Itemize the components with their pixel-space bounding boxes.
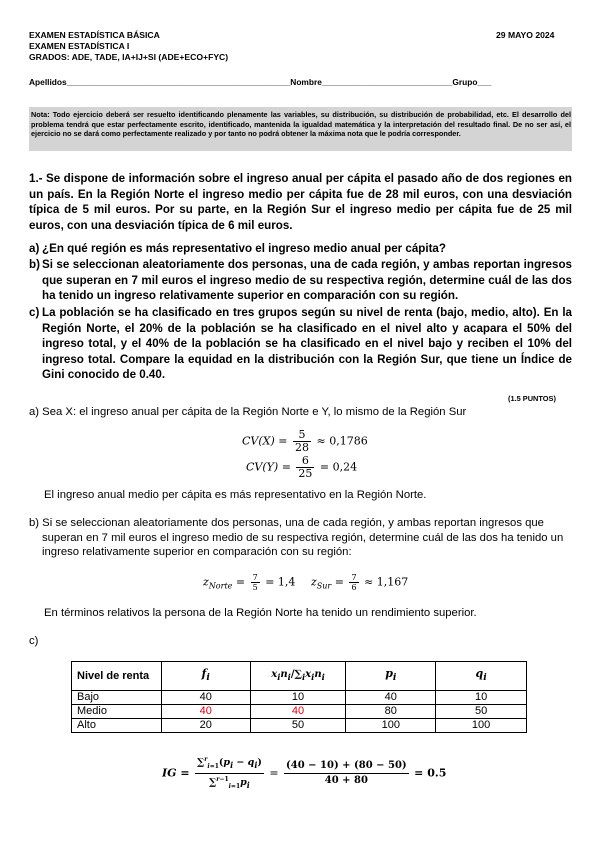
gini-value: = 0.5 (414, 766, 447, 780)
header-f: $f_i$ (161, 662, 250, 691)
gini-formula: IG = $\frac{\sum^r_{i=1}(p_i - q_i)}{\sum^{r-1}_{i=1}p_i}$ = $\frac{(40 - 10) + (80 - 50)}{40 + 80}$ = 0.5 (162, 754, 446, 793)
table-row (72, 719, 527, 733)
cell-x: 10 (250, 691, 346, 705)
cv-x-num: 5 (293, 429, 311, 442)
cell-nivel: Alto (72, 719, 162, 733)
gini-def-den: $\sum^{r-1}_{i=1}p_i$ (209, 776, 250, 791)
gini-result-fraction (284, 759, 409, 788)
exam-date: 29 MAYO 2024 (496, 30, 555, 40)
part-a-text: ¿En qué región es más representativo el ingreso medio anual per cápita? (42, 242, 446, 255)
cv-y-den: 25 (298, 467, 313, 480)
z-sur-den: 6 (351, 583, 357, 592)
gini-result-num: (40 − 10) + (80 − 50) (284, 759, 409, 774)
cv-y-fraction (296, 455, 314, 480)
note-box (29, 107, 572, 151)
cell-q: 100 (436, 719, 527, 733)
exam-degrees: GRADOS: ADE, TADE, IA+IJ+SI (ADE+ECO+FYC) (29, 52, 229, 62)
student-name-line: Apellidos________________________________________________Nombre____________________________Grupo___ (29, 77, 492, 87)
cell-f: 20 (161, 719, 250, 733)
answer-b-restatement (29, 516, 572, 560)
z-norte-subscript: Norte (208, 581, 233, 591)
z-sur-num: 7 (351, 573, 357, 582)
part-c-text: La población se ha clasificado en tres grupos según su nivel de renta (bajo, medio, alto). En la Región Norte, el 20% de la población se ha clasificado en el nivel alto y acapara el 50% del ingreso total, y el 40% de la población se ha clasificado en el nivel bajo y reciben el 10% del ingreso total. Compare la equidad en la distribución con la Región Sur, que tiene un Índice de Gini conocido de 0.40. (42, 306, 572, 382)
table-row (72, 705, 527, 719)
cell-x: 50 (250, 719, 346, 733)
cv-y-rhs: = 0,24 (319, 460, 358, 474)
z-norte-formula: $z_{Norte}$ = $\frac{7}{5}$ = 1,4 (203, 573, 296, 592)
question-part-c (29, 305, 572, 383)
header-x: $x_in_i/\sum_ix_in_i$ (250, 662, 346, 691)
cv-y-num: 6 (296, 455, 314, 468)
header-nivel: Nivel de renta (72, 662, 162, 691)
z-sur-fraction (349, 573, 358, 592)
exam-subtitle: EXAMEN ESTADÍSTICA I (29, 41, 130, 51)
cv-x-rhs: ≈ 0,1786 (316, 434, 368, 448)
cell-f: 40 (161, 705, 250, 719)
z-sur-rhs: ≈ 1,167 (364, 575, 409, 589)
question-part-b (29, 257, 572, 304)
gini-def-num: $\sum^r_{i=1}(p_i - q_i)$ (195, 754, 264, 774)
cell-nivel: Bajo (72, 691, 162, 705)
cell-p: 40 (346, 691, 436, 705)
header-p: $p_i$ (346, 662, 436, 691)
table-row (72, 691, 527, 705)
z-norte-fraction (251, 573, 260, 592)
cell-x: 40 (250, 705, 346, 719)
exam-title: EXAMEN ESTADÍSTICA BÁSICA (29, 30, 160, 40)
cv-x-den: 28 (295, 441, 309, 454)
cell-q: 50 (436, 705, 527, 719)
z-norte-den: 5 (252, 583, 258, 592)
z-sur-formula: $z_{Sur}$ = $\frac{7}{6}$ ≈ 1,167 (311, 573, 409, 592)
part-b-text: Si se seleccionan aleatoriamente dos personas, una de cada región, y ambas reportan ingresos que superan en 7 mil euros el ingreso medio de su respectiva región, determine cuál de las dos ha tenido un ingreso relativamente superior en comparación con su región. (42, 258, 572, 303)
cell-p: 100 (346, 719, 436, 733)
cell-p: 80 (346, 705, 436, 719)
answer-a-intro: a) Sea X: el ingreso anual per cápita de la Región Norte e Y, lo mismo de la Región Sur (29, 406, 467, 418)
z-norte-rhs: = 1,4 (265, 575, 296, 589)
points-label: (1.5 PUNTOS) (508, 394, 556, 403)
cv-x-formula (242, 429, 368, 454)
answer-c-label: c) (29, 635, 39, 647)
gini-result-den: 40 + 80 (324, 775, 368, 787)
cv-y-formula (246, 455, 357, 480)
cv-y-lhs: CV(Y) = (246, 460, 291, 474)
part-c-tag: c) (29, 306, 40, 319)
cell-q: 10 (436, 691, 527, 705)
part-b-tag: b) (29, 258, 40, 271)
cv-x-fraction (293, 429, 311, 454)
gini-definition-fraction (195, 754, 264, 793)
cell-f: 40 (161, 691, 250, 705)
question-part-a (29, 241, 572, 257)
answer-a-conclusion: El ingreso anual medio per cápita es más representativo en la Región Norte. (44, 489, 427, 501)
z-norte-symbol: z (203, 575, 209, 589)
cv-x-lhs: CV(X) = (242, 434, 288, 448)
part-a-tag: a) (29, 242, 40, 255)
z-sur-symbol: z (311, 575, 317, 589)
income-table (71, 661, 527, 733)
z-norte-num: 7 (252, 573, 258, 582)
question-statement: 1.- Se dispone de información sobre el ingreso anual per cápita el pasado año de dos regiones en un país. En la Región Norte el ingreso medio per cápita fue de 28 mil euros, con una desviación típica de 5 mil euros. Por su parte, en la Región Sur el ingreso medio per cápita fue de 25 mil euros, con una desviación típica de 6 mil euros. (29, 172, 572, 232)
answer-b-restate-text: b) Si se seleccionan aleatoriamente dos personas, una de cada región, y ambas reportan ingresos que superan en 7 mil euros el ingreso medio de su respectiva región, determine cuál de las dos ha tenido un ingreso relativamente superior en comparación con su región: (29, 517, 564, 559)
gini-lhs: IG = (162, 766, 190, 780)
z-sur-subscript: Sur (316, 581, 332, 591)
note-text: Nota: Todo ejercicio deberá ser resuelto identificando plenamente las variables, su distribución, su distribución de probabilidad, etc. El desarrollo del problema tendrá que estar perfectamente escrito, identificado, mantenida la igualdad matemática y la interpretación del resultado final. De no ser así, el ejercicio no se dará como perfectamente realizado y por tanto no podrá obtener la máxima nota que le podría corresponder. (31, 110, 571, 139)
answer-b-conclusion: En términos relativos la persona de la Región Norte ha tenido un rendimiento superior. (44, 607, 477, 619)
header-q: $q_i$ (436, 662, 527, 691)
table-header-row (72, 662, 527, 691)
cell-nivel: Medio (72, 705, 162, 719)
